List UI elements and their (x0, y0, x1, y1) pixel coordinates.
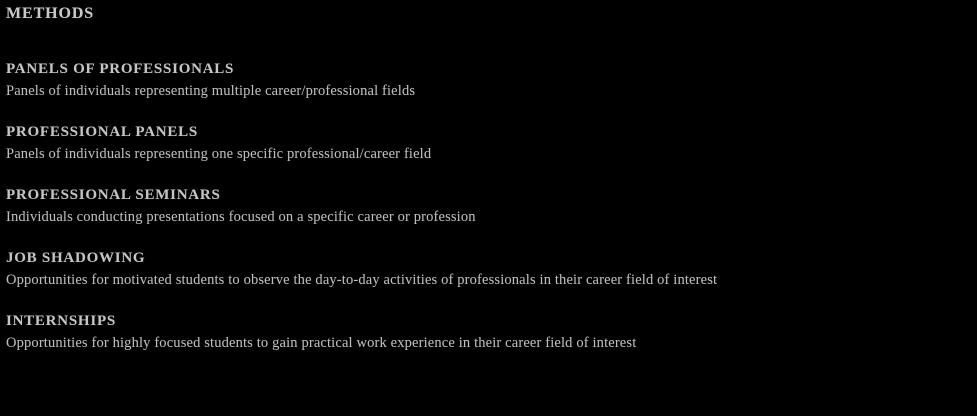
section-heading: PANELS OF PROFESSIONALS (6, 61, 235, 77)
section-heading: PROFESSIONAL PANELS (6, 124, 198, 140)
section-heading: PROFESSIONAL SEMINARS (6, 187, 221, 203)
section-professional-seminars (6, 186, 977, 227)
section-body: Individuals conducting presentations focused on a specific career or profession (6, 209, 476, 225)
section-heading: JOB SHADOWING (6, 250, 146, 266)
section-body: Opportunities for highly focused students to gain practical work experience in their career field of interest (6, 335, 637, 351)
page-title: METHODS (6, 5, 95, 22)
section-panels-of-professionals (6, 60, 977, 101)
section-professional-panels (6, 123, 977, 164)
section-body: Panels of individuals representing one specific professional/career field (6, 146, 432, 162)
section-internships (6, 312, 977, 353)
section-job-shadowing (6, 249, 977, 290)
section-body: Opportunities for motivated students to observe the day-to-day activities of professionals in their career field of interest (6, 272, 718, 288)
section-body: Panels of individuals representing multiple career/professional fields (6, 83, 416, 99)
section-heading: INTERNSHIPS (6, 313, 116, 329)
